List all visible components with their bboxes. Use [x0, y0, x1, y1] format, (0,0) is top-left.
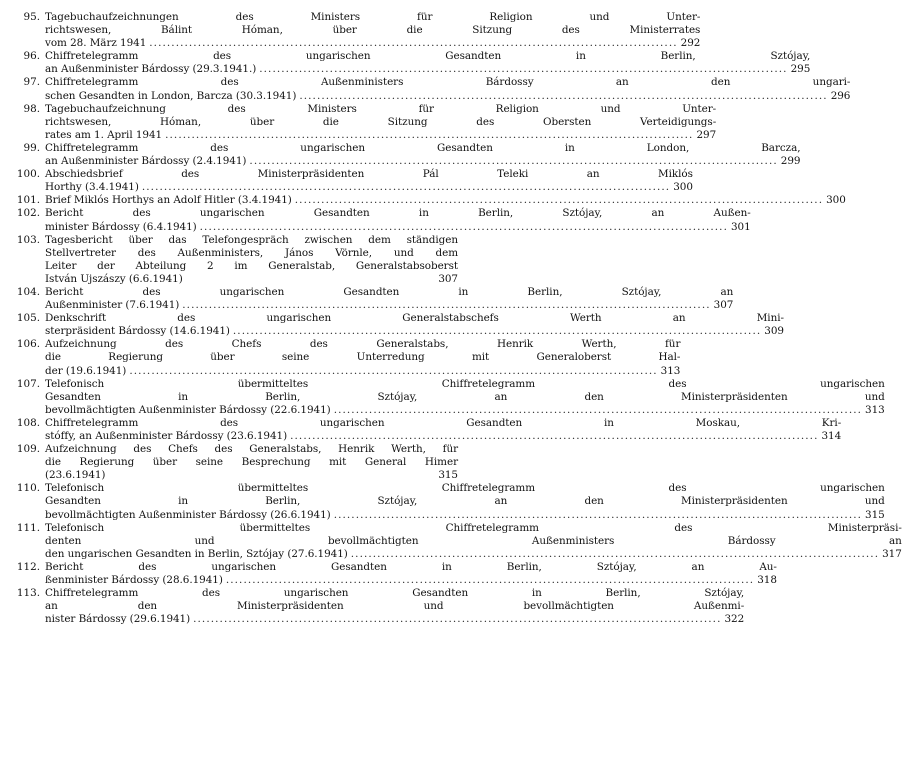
entry-line: (23.6.1941): [45, 469, 106, 482]
entry-line: Chiffretelegramm des ungarischen Gesandten in Berlin, Sztójay,: [45, 587, 745, 600]
entry-line: den ungarischen Gesandten in Berlin, Sztójay (27.6.1941): [45, 547, 348, 560]
entry-line: richtswesen, Bálint Hóman, über die Sitzung des Ministerrates: [45, 24, 701, 37]
entry-number: 96.: [23, 50, 40, 63]
page-number: 307: [438, 272, 458, 285]
toc-entry: [6, 168, 693, 194]
entry-line: István Ujszászy (6.6.1941): [45, 272, 183, 285]
table-of-contents: [6, 11, 902, 626]
entry-line: nister Bárdossy (29.6.1941): [45, 613, 191, 626]
entry-text: [45, 522, 902, 561]
entry-number: 113.: [16, 587, 40, 600]
entry-text: [45, 561, 777, 587]
entry-number: 103.: [16, 233, 40, 246]
toc-entry: [6, 194, 846, 207]
entry-line: denten und bevollmächtigten Außenministers Bárdossy an: [45, 534, 902, 547]
entry-line: Telefonisch übermitteltes Chiffretelegramm des ungarischen: [45, 377, 885, 390]
entry-text: [45, 587, 744, 626]
entry-line: an Außenminister Bárdossy (2.4.1941): [45, 155, 247, 168]
dot-leader: ........................................................................................................................: [129, 364, 658, 377]
toc-entry: [6, 76, 851, 102]
toc-entry: [6, 11, 701, 50]
entry-line: Tagesbericht über das Telefongespräch zwischen dem ständigen: [45, 233, 458, 246]
dot-leader: ........................................................................................................................: [232, 325, 762, 338]
page-number: 322: [724, 613, 745, 626]
dot-leader: ........................................................................................................................: [141, 181, 671, 194]
dot-leader: ........................................................................................................................: [350, 547, 880, 560]
page-number: 309: [764, 325, 784, 338]
entry-text: [45, 11, 700, 50]
dot-leader: ........................................................................................................................: [149, 37, 678, 50]
dot-leader: ........................................................................................................................: [165, 128, 694, 141]
entry-line: rates am 1. April 1941: [45, 128, 163, 141]
toc-entry: [6, 285, 734, 312]
dot-leader: ........................................................................................................................: [333, 403, 863, 416]
entry-text: [45, 338, 680, 377]
entry-number: 107.: [16, 377, 40, 390]
dot-leader: ........................................................................................................................: [290, 430, 819, 442]
entry-line: Aufzeichnung des Chefs des Generalstabs, Henrik Werth, für: [45, 338, 681, 351]
page-number: 317: [882, 547, 902, 560]
page-number: 301: [731, 220, 751, 233]
entry-line: an Außenminister Bárdossy (29.3.1941.): [45, 63, 257, 76]
entry-text: [45, 194, 846, 207]
page-number: 315: [865, 508, 885, 521]
toc-entry: [6, 416, 842, 443]
dot-leader: ........................................................................................................................: [225, 574, 755, 587]
page-number: 314: [821, 430, 842, 442]
entry-line: Aufzeichnung des Chefs des Generalstabs, Henrik Werth, für: [45, 443, 458, 456]
entry-line: ßenminister Bárdossy (28.6.1941): [45, 574, 223, 587]
dot-leader: ........................................................................................................................: [182, 299, 711, 312]
entry-text: [45, 76, 850, 102]
entry-number: 101.: [16, 194, 40, 207]
dot-leader: ........................................................................................................................: [193, 613, 722, 626]
entry-number: 112.: [16, 560, 40, 573]
toc-entry: [6, 207, 751, 233]
entry-line: Stellvertreter des Außenministers, János Vörnle, und dem: [45, 246, 458, 259]
entry-line: Bericht des ungarischen Gesandten in Berlin, Sztójay, an: [45, 285, 734, 298]
toc-entry: [6, 482, 885, 521]
entry-number: 100.: [16, 168, 40, 181]
page-number: 295: [790, 63, 811, 76]
entry-line: Abschiedsbrief des Ministerpräsidenten Pál Teleki an Miklós: [45, 168, 693, 181]
entry-number: 105.: [16, 312, 40, 325]
entry-number: 110.: [16, 482, 40, 495]
page-number: 300: [673, 181, 693, 194]
entry-line: an den Ministerpräsidenten und bevollmächtigten Außenmi-: [45, 600, 745, 613]
entry-line: Tagebuchaufzeichnungen des Ministers für Religion und Unter-: [45, 11, 701, 23]
page-number: 292: [680, 37, 701, 50]
entry-line: Außenminister (7.6.1941): [45, 299, 180, 312]
entry-line: schen Gesandten in London, Barcza (30.3.1941): [45, 89, 297, 102]
toc-entry: [6, 521, 902, 561]
entry-text: [45, 142, 800, 168]
page-number: 299: [780, 155, 801, 168]
entry-text: [45, 234, 458, 286]
entry-text: [45, 168, 693, 194]
page-number: 318: [757, 574, 777, 587]
entry-line: Telefonisch übermitteltes Chiffretelegramm des ungarischen: [45, 482, 885, 495]
dot-leader: ........................................................................................................................: [333, 508, 863, 521]
page-number: 307: [713, 299, 734, 312]
entry-line: Leiter der Abteilung 2 im Generalstab, Generalstabsoberst: [45, 259, 458, 272]
toc-entry: [6, 234, 458, 286]
entry-line: Chiffretelegramm des ungarischen Gesandten in London, Barcza,: [45, 141, 801, 154]
toc-entry: [6, 587, 745, 626]
entry-number: 104.: [16, 285, 40, 298]
entry-number: 98.: [23, 102, 40, 115]
entry-line: Horthy (3.4.1941): [45, 181, 139, 194]
dot-leader: ........................................................................................................................: [259, 63, 788, 76]
entry-number: 108.: [16, 416, 40, 429]
dot-leader: ........................................................................................................................: [199, 220, 728, 233]
entry-text: [45, 207, 751, 233]
entry-line: Brief Miklós Horthys an Adolf Hitler (3.4.1941): [45, 194, 292, 207]
entry-number: 102.: [16, 207, 40, 220]
toc-entry: [6, 102, 717, 142]
toc-entry: [6, 377, 885, 417]
entry-line: Telefonisch übermitteltes Chiffretelegramm des Ministerpräsi-: [45, 521, 902, 534]
entry-text: [45, 286, 733, 312]
entry-text: [45, 312, 784, 338]
entry-line: Bericht des ungarischen Gesandten in Berlin, Sztójay, an Außen-: [45, 207, 751, 220]
entry-line: der (19.6.1941): [45, 364, 127, 377]
toc-entry: [6, 312, 784, 338]
entry-number: 106.: [16, 338, 40, 351]
entry-line: Denkschrift des ungarischen Generalstabschefs Werth an Mini-: [45, 312, 784, 325]
dot-leader: ........................................................................................................................: [249, 155, 778, 168]
entry-line: Chiffretelegramm des ungarischen Gesandten in Moskau, Kri-: [45, 416, 842, 429]
entry-line: Gesandten in Berlin, Sztójay, an den Ministerpräsidenten und: [45, 495, 885, 508]
entry-line: minister Bárdossy (6.4.1941): [45, 220, 197, 233]
entry-number: 109.: [16, 443, 40, 456]
entry-number: 99.: [23, 141, 40, 154]
entry-text: [45, 417, 841, 443]
entry-line: stóffy, an Außenminister Bárdossy (23.6.1941): [45, 430, 288, 442]
toc-entry: [6, 141, 801, 168]
entry-line: Gesandten in Berlin, Sztójay, an den Ministerpräsidenten und: [45, 390, 885, 403]
entry-line: bevollmächtigten Außenminister Bárdossy (26.6.1941): [45, 508, 331, 521]
page-number: 313: [865, 403, 885, 416]
page-number: 297: [696, 128, 717, 141]
entry-line: Chiffretelegramm des ungarischen Gesandten in Berlin, Sztójay,: [45, 50, 811, 63]
page-number: 313: [660, 364, 681, 377]
dot-leader: ........................................................................................................................: [294, 194, 824, 207]
toc-entry: [6, 443, 458, 482]
entry-number: 111.: [16, 521, 40, 534]
entry-line: Tagebuchaufzeichnung des Ministers für Religion und Unter-: [45, 102, 717, 115]
page-number: 300: [826, 194, 846, 207]
page-number: 296: [830, 89, 851, 102]
entry-number: 95.: [23, 11, 40, 23]
toc-entry: [6, 50, 811, 76]
entry-text: [45, 482, 885, 521]
entry-line: Chiffretelegramm des Außenministers Bárdossy an den ungari-: [45, 76, 851, 89]
entry-line: Bericht des ungarischen Gesandten in Berlin, Sztójay, an Au-: [45, 560, 777, 573]
toc-entry: [6, 560, 777, 587]
entry-line: vom 28. März 1941: [45, 37, 147, 50]
entry-line: sterpräsident Bárdossy (14.6.1941): [45, 325, 230, 338]
toc-entry: [6, 338, 681, 377]
entry-line: bevollmächtigten Außenminister Bárdossy (22.6.1941): [45, 403, 331, 416]
dot-leader: ........................................................................................................................: [299, 89, 828, 102]
entry-number: 97.: [23, 76, 40, 89]
entry-text: [45, 443, 458, 482]
page-number: 315: [438, 469, 458, 482]
entry-line: die Regierung über seine Unterredung mit Generaloberst Hal-: [45, 351, 681, 364]
entry-line: die Regierung über seine Besprechung mit General Himer: [45, 456, 458, 469]
entry-line: richtswesen, Hóman, über die Sitzung des Obersten Verteidigungs-: [45, 115, 717, 128]
entry-text: [45, 378, 885, 417]
entry-text: [45, 103, 716, 142]
entry-text: [45, 50, 810, 76]
